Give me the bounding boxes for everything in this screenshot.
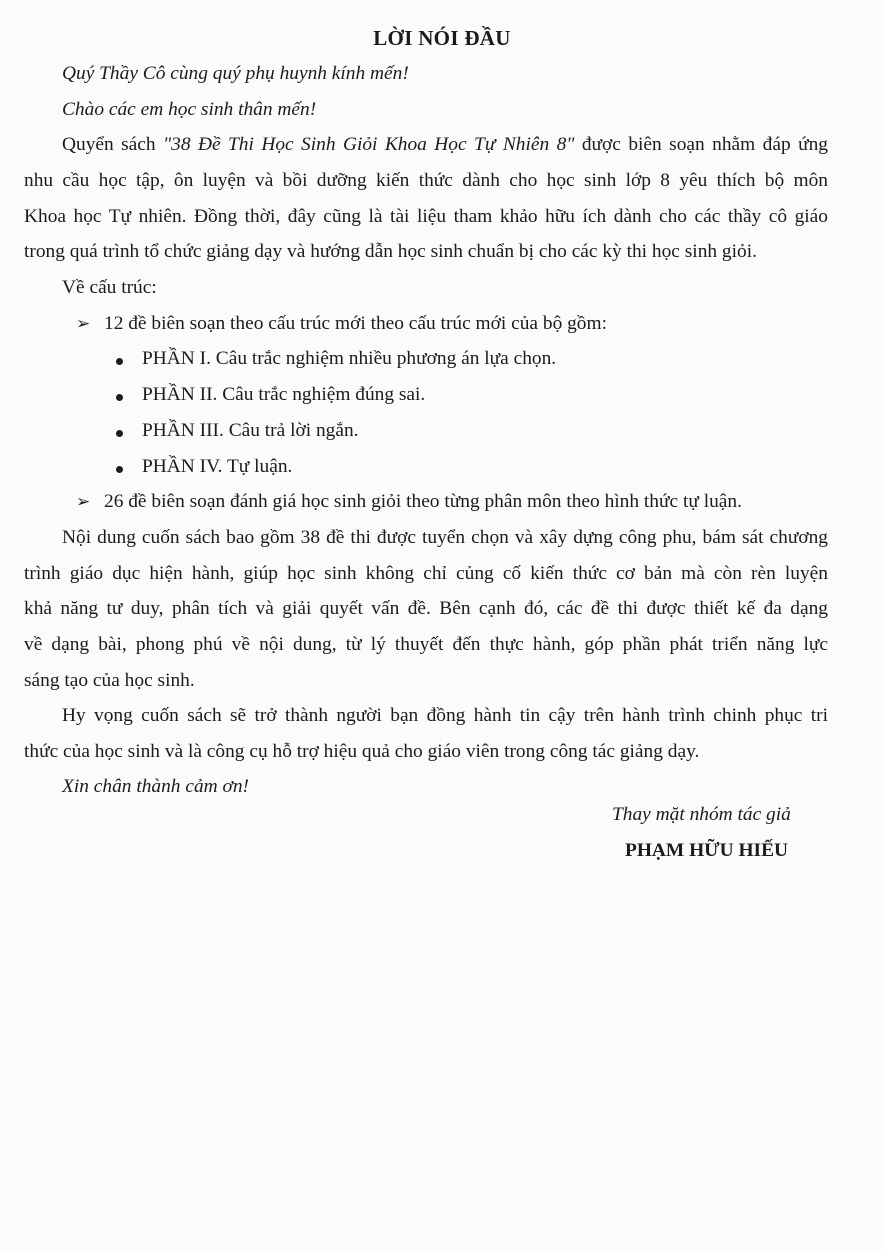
structure-item-1 xyxy=(76,313,607,335)
book-title: "38 Đề Thi Học Sinh Giỏi Khoa Học Tự Nhiên 8" xyxy=(163,134,575,155)
part-item-3: PHẦN III. Câu trả lời ngắn. xyxy=(142,420,359,441)
intro-line-3: Khoa học Tự nhiên. Đồng thời, đây cũng là tài liệu tham khảo hữu ích dành cho các thầy cô giáo xyxy=(24,206,828,227)
arrow-bullet-icon: ➢ xyxy=(76,314,91,333)
bullet-icon xyxy=(116,466,123,473)
structure-item-2 xyxy=(76,491,742,513)
content-line-3: khả năng tư duy, phân tích và giải quyết vấn đề. Bên cạnh đó, các đề thi được thiết kế đa dạng xyxy=(24,598,828,619)
part-item-4: PHẦN IV. Tự luận. xyxy=(142,456,293,477)
content-line-5: sáng tạo của học sinh. xyxy=(24,670,195,691)
bullet-icon xyxy=(116,430,123,437)
intro-line-1 xyxy=(62,134,828,156)
bullet-icon xyxy=(116,358,123,365)
content-line-1: Nội dung cuốn sách bao gồm 38 đề thi được tuyển chọn và xây dựng công phu, bám sát chương xyxy=(62,527,828,548)
intro-prefix: Quyển sách xyxy=(62,134,164,155)
greeting-line-1: Quý Thầy Cô cùng quý phụ huynh kính mến! xyxy=(62,63,409,84)
arrow-bullet-icon: ➢ xyxy=(76,492,91,511)
content-line-4: về dạng bài, phong phú về nội dung, từ lý thuyết đến thực hành, góp phần phát triển năng lực xyxy=(24,634,828,655)
signature-name: PHẠM HỮU HIẾU xyxy=(625,840,789,861)
signature-title: Thay mặt nhóm tác giả xyxy=(612,804,791,825)
content-line-2: trình giáo dục hiện hành, giúp học sinh không chỉ củng cố kiến thức cơ bản mà còn rèn luyện xyxy=(24,563,828,584)
thanks-line: Xin chân thành cảm ơn! xyxy=(62,776,249,797)
greeting-line-2: Chào các em học sinh thân mến! xyxy=(62,99,317,120)
part-item-2: PHẦN II. Câu trắc nghiệm đúng sai. xyxy=(142,384,426,405)
intro-line-4: trong quá trình tổ chức giảng dạy và hướng dẫn học sinh chuẩn bị cho các kỳ thi học sinh giỏi. xyxy=(24,241,757,262)
hope-line-1: Hy vọng cuốn sách sẽ trở thành người bạn đồng hành tin cậy trên hành trình chinh phục tri xyxy=(62,705,828,726)
intro-line-2: nhu cầu học tập, ôn luyện và bồi dưỡng kiến thức dành cho học sinh lớp 8 yêu thích bộ môn xyxy=(24,170,828,191)
structure-label: Về cấu trúc: xyxy=(62,277,157,298)
part-item-1: PHẦN I. Câu trắc nghiệm nhiều phương án lựa chọn. xyxy=(142,348,557,369)
structure-item-1-text: 12 đề biên soạn theo cấu trúc mới theo cấu trúc mới của bộ gồm: xyxy=(104,313,607,334)
hope-line-2: thức của học sinh và là công cụ hỗ trợ hiệu quả cho giáo viên trong công tác giảng dạy. xyxy=(24,741,700,762)
intro-suffix: được biên soạn nhằm đáp ứng xyxy=(574,134,828,155)
structure-item-2-text: 26 đề biên soạn đánh giá học sinh giỏi theo từng phân môn theo hình thức tự luận. xyxy=(104,491,742,512)
page-title: LỜI NÓI ĐẦU xyxy=(373,26,511,50)
bullet-icon xyxy=(116,394,123,401)
